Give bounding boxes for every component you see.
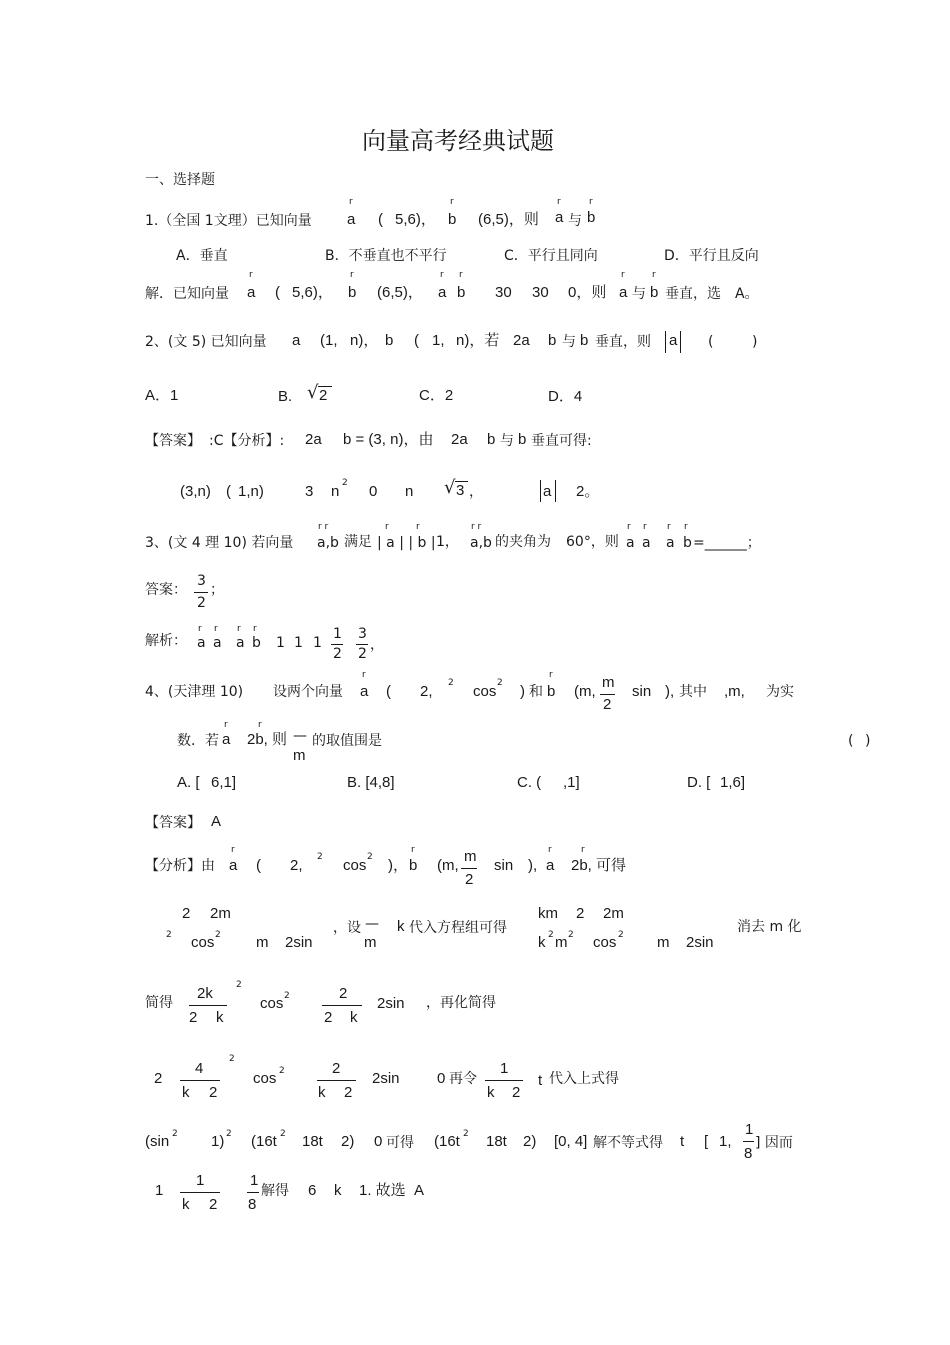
q4-system: 2m [210, 905, 231, 922]
q4-system: 2 [182, 905, 191, 922]
fraction-denominator: 2 [209, 1084, 218, 1101]
fraction-denominator: 8 [744, 1145, 753, 1162]
q4-system: 2 [576, 905, 585, 922]
fraction-numerator: 2 [332, 1060, 341, 1077]
q2-option-b-value: 2 [319, 387, 328, 404]
vector-arrow: r [214, 624, 218, 634]
sqrt-sign: √ [307, 382, 319, 403]
q1-solution: a [438, 284, 447, 301]
fraction-denominator: 2 [344, 1084, 353, 1101]
q4-analysis: 2b, 可得 [571, 857, 627, 874]
q3-analysis: 1 [313, 635, 322, 651]
vector-arrow: r [249, 270, 253, 280]
q4-text: ( [386, 683, 391, 700]
q4-simplify: 18t [302, 1133, 323, 1150]
q3-analysis: a [236, 635, 245, 651]
q1-text: 1.（全国 1文理）已知向量 [145, 213, 312, 229]
q2-answer: b [487, 431, 496, 448]
section-heading: 一、选择题 [145, 172, 215, 188]
q2-calc: n [331, 483, 340, 500]
q4-system: 2sin [686, 934, 714, 951]
q4-simplify: ] 因而 [755, 1135, 793, 1151]
q4-simplify: 18t [486, 1133, 507, 1150]
q4-text: b [547, 683, 556, 700]
q2-text: n)，若 [456, 332, 500, 349]
fraction-denominator: k [318, 1084, 326, 1101]
fraction-numerator: 1 [196, 1172, 205, 1189]
q1-solution: 5,6)， [292, 284, 333, 301]
q4-system: 消去 m 化 [737, 919, 802, 935]
vector-arrow: r [557, 197, 561, 207]
q3-text: 1， [436, 534, 459, 550]
q3-analysis-label: 解析： [145, 633, 187, 649]
q4-system: k [538, 934, 546, 951]
vector-arrow: r [627, 522, 631, 532]
q1-text: ( [378, 211, 383, 228]
q3-text: a [666, 535, 675, 551]
q4-simplify: (sin [145, 1133, 170, 1150]
q4-simplify: 2 [279, 1066, 285, 1076]
vector-arrow: r [450, 197, 454, 207]
q4-simplify: 2sin [377, 995, 405, 1012]
q4-analysis: (m, [437, 857, 459, 874]
fraction-denominator: 2 [209, 1196, 218, 1213]
q4-option-b: B. [4,8] [347, 774, 395, 791]
q4-text: 2 [448, 678, 454, 688]
q4-simplify: 解得 [261, 1183, 289, 1199]
q4-option-a: 6,1] [211, 774, 237, 791]
q2-calc: ， [469, 484, 483, 500]
q2-answer: 2a [451, 431, 468, 448]
q1-text: 与 [568, 213, 582, 229]
q1-solution: A。 [735, 286, 759, 302]
q4-system: 代入方程组可得 [409, 920, 507, 936]
q4-simplify: 2 [280, 1129, 286, 1139]
q4-simplify: 2 [284, 991, 290, 1001]
q2-text: ) [752, 334, 758, 350]
q4-simplify: 代入上式得 [549, 1071, 619, 1087]
q4-answer: A [211, 813, 222, 830]
q4-simplify: 2 [172, 1129, 178, 1139]
vector-arrow: r [581, 845, 585, 855]
q4-text: (m, [574, 683, 596, 700]
q4-system: m [657, 934, 670, 951]
q2-answer: :C【分析】: [209, 433, 285, 449]
q2-option-b: B. [278, 388, 293, 405]
q4-system: 2 [166, 930, 172, 940]
q4-system: — [365, 916, 379, 932]
vector-arrow: r r [471, 522, 482, 532]
q2-calc: 2。 [576, 483, 600, 500]
fraction-numerator: m [464, 848, 477, 865]
q4-simplify: 2 [154, 1070, 163, 1087]
q4-system: 2 [568, 930, 574, 940]
q4-analysis: cos [343, 857, 367, 874]
q2-text: ( [414, 332, 419, 349]
q3-text: =______； [693, 535, 761, 551]
q2-option-a: A．1 [145, 387, 179, 404]
fraction-denominator: 2 [512, 1084, 521, 1101]
q4-text: cos [473, 683, 497, 700]
q1-solution: a [619, 284, 628, 301]
vector-arrow: r [684, 522, 688, 532]
q4-text: 2, [420, 683, 433, 700]
q2-answer: b = (3, n)，由 [343, 431, 434, 448]
vector-arrow: r [258, 720, 262, 730]
q3-text: b [683, 535, 692, 551]
q2-text: a [292, 332, 301, 349]
q2-calc: 3 [456, 482, 465, 499]
q2-answer-label: 【答案】 [145, 433, 201, 449]
q2-text: b [385, 332, 394, 349]
q3-analysis: b [252, 635, 261, 651]
q4-simplify: 再令 [449, 1071, 477, 1087]
q3-analysis: a [197, 635, 206, 651]
q4-simplify: 2 [463, 1129, 469, 1139]
q4-text: 2 [497, 678, 503, 688]
q4-simplify: 2 [236, 980, 242, 990]
fraction-numerator: m [602, 674, 615, 691]
q1-solution: 0，则 [568, 284, 607, 301]
abs-bar [555, 480, 556, 502]
q4-simplify: 0 [374, 1133, 383, 1150]
vector-arrow: r [253, 624, 257, 634]
q4-text: ) [520, 683, 525, 700]
q4-text: ), [665, 683, 675, 700]
abs-bar [540, 480, 541, 502]
q3-text: 满足 [344, 534, 372, 550]
fraction-denominator: 2 [197, 595, 206, 611]
q4-simplify: cos [253, 1070, 277, 1087]
fraction-denominator: k [182, 1196, 190, 1213]
fraction-numerator: 2k [197, 985, 213, 1002]
sqrt-sign: √ [444, 477, 456, 498]
q2-option-c: C．2 [419, 387, 454, 404]
q1-option-d: D．平行且反向 [664, 248, 759, 264]
q2-text: b [548, 332, 557, 349]
q3-text: a,b [317, 535, 339, 551]
q4-text: a [360, 683, 369, 700]
q4-simplify: A [414, 1182, 425, 1199]
fraction-numerator: 3 [358, 626, 367, 642]
q4-simplify: 解不等式得 [593, 1135, 663, 1151]
q2-calc: 3 [305, 483, 314, 500]
q1-solution: b [457, 284, 466, 301]
fraction-bar [247, 1192, 259, 1193]
fraction-numerator: 1 [500, 1060, 509, 1077]
q4-simplify: 2 [226, 1129, 232, 1139]
q1-solution: 与 [632, 286, 646, 302]
fraction-denominator: 2 [465, 871, 474, 888]
fraction-bar [194, 592, 208, 593]
vector-arrow: r [231, 845, 235, 855]
q4-simplify: t [538, 1072, 543, 1089]
q4-simplify: 2 [229, 1054, 235, 1064]
fraction-numerator: 1 [333, 626, 342, 642]
q4-analysis: ( [256, 857, 261, 874]
vector-arrow: r [385, 522, 389, 532]
q4-text: 数．若 [177, 733, 219, 749]
fraction-bar [189, 1005, 227, 1006]
fraction-bar [180, 1192, 220, 1193]
q4-system: 2sin [285, 934, 313, 951]
q2-calc: 0 [369, 483, 378, 500]
q4-option-c: C. ( [517, 774, 542, 791]
q4-text: 设两个向量 [273, 684, 343, 700]
q3-analysis: 1 [294, 635, 303, 651]
q4-text: — [293, 728, 307, 744]
q4-analysis: 2 [367, 852, 373, 862]
q4-option-c: ,1] [563, 774, 580, 791]
q4-system: m [555, 934, 568, 951]
q2-text: b [580, 332, 589, 349]
vector-arrow: r [652, 270, 656, 280]
q4-system: m [364, 934, 377, 951]
q1-solution: ( [275, 284, 280, 301]
fraction-numerator: 4 [195, 1060, 204, 1077]
fraction-denominator: 2 [603, 696, 612, 713]
q4-analysis: sin [494, 857, 514, 874]
q2-text: 1, [432, 332, 445, 349]
vector-arrow: r [237, 624, 241, 634]
q1-text: b [448, 211, 457, 228]
q3-text: 3、(文 4 理 10) 若向量 [145, 535, 294, 551]
fraction-denominator: 2 [189, 1009, 198, 1026]
q4-simplify: (16t [251, 1133, 277, 1150]
q4-analysis: 2, [290, 857, 303, 874]
q4-system: m [256, 934, 269, 951]
fraction-numerator: 1 [745, 1121, 754, 1138]
q1-text: (6,5)，则 [478, 211, 539, 228]
q1-solution: 解．已知向量 [145, 286, 229, 302]
q4-system: cos [191, 934, 215, 951]
vector-arrow: r [349, 197, 353, 207]
q4-simplify: 6 [308, 1182, 317, 1199]
vector-arrow: r [440, 270, 444, 280]
vector-arrow: r [350, 270, 354, 280]
q1-solution: 30 [532, 284, 549, 301]
q4-simplify: 简得 [145, 995, 173, 1011]
q2-calc: 2 [342, 478, 348, 488]
q4-analysis: a [546, 857, 555, 874]
q4-simplify: ，再化简得 [426, 995, 496, 1011]
page-title: 向量高考经典试题 [362, 127, 554, 155]
vector-arrow: r [548, 845, 552, 855]
q1-option-b: B．不垂直也不平行 [325, 248, 447, 264]
q4-analysis: b [409, 857, 418, 874]
q4-text: 4、(天津理 10) [145, 684, 244, 700]
q4-analysis: 2 [317, 852, 323, 862]
fraction-denominator: k [216, 1009, 224, 1026]
fraction-numerator: 2 [339, 985, 348, 1002]
q1-option-a: A．垂直 [176, 248, 228, 264]
fraction-denominator: k [182, 1084, 190, 1101]
q2-text: 垂直，则 [595, 334, 651, 350]
vector-arrow: r [362, 670, 366, 680]
q2-calc: n [405, 483, 414, 500]
fraction-denominator: 2 [333, 646, 342, 662]
q3-answer: ； [210, 582, 224, 598]
q2-text: 与 [562, 334, 576, 350]
fraction-bar [743, 1141, 754, 1142]
abs-bar [665, 331, 666, 353]
vector-arrow: r [224, 720, 228, 730]
abs-bar [680, 331, 681, 353]
fraction-bar [485, 1080, 523, 1081]
q4-simplify: k [334, 1182, 342, 1199]
q4-analysis: ), [528, 857, 538, 874]
fraction-bar [180, 1080, 220, 1081]
q1-solution: b [348, 284, 357, 301]
vector-arrow: r [549, 670, 553, 680]
fraction-bar [600, 694, 615, 695]
q4-simplify: t [680, 1133, 685, 1150]
q4-simplify: 2sin [372, 1070, 400, 1087]
vector-arrow: r [621, 270, 625, 280]
q4-system: ，设 [333, 920, 361, 936]
q4-simplify: [ [704, 1133, 709, 1150]
q4-simplify: 2) [523, 1133, 537, 1150]
q4-simplify: cos [260, 995, 284, 1012]
q4-system: km [538, 905, 558, 922]
q4-analysis: )， [388, 857, 408, 874]
q2-calc: (3,n) [180, 483, 211, 500]
q4-text: 2b, 则 [247, 731, 288, 748]
q1-solution: b [650, 284, 659, 301]
vector-arrow: r [589, 197, 593, 207]
q2-calc: ( [226, 483, 231, 500]
q4-text: 的取值围是 [312, 733, 382, 749]
q2-answer: 2a [305, 431, 322, 448]
fraction-numerator: 3 [197, 573, 206, 589]
vector-arrow: r [667, 522, 671, 532]
q2-text: a [669, 332, 678, 349]
q4-simplify: 1, [719, 1133, 732, 1150]
q4-simplify: 1) [211, 1133, 225, 1150]
vector-arrow: r r [318, 522, 329, 532]
q1-solution: a [247, 284, 256, 301]
q2-calc: a [543, 483, 552, 500]
q4-text: ,m, [724, 683, 745, 700]
q4-text: ) [865, 733, 871, 749]
q1-text: b [587, 209, 596, 226]
q2-text: ( [708, 334, 714, 350]
q2-answer: 与 [500, 433, 514, 449]
q2-answer: 垂直可得: [531, 433, 592, 449]
q4-system: k [397, 918, 405, 935]
q2-text: 2a [513, 332, 530, 349]
q3-text: a [626, 535, 635, 551]
q4-text: m [293, 747, 306, 764]
q4-option-a: A. [ [177, 774, 200, 791]
q2-text: 2、(文 5) 已知向量 [145, 334, 267, 350]
q4-answer-label: 【答案】 [145, 815, 201, 831]
q2-answer: b [518, 431, 527, 448]
q4-system: 2m [603, 905, 624, 922]
q1-solution: (6,5)， [377, 284, 423, 301]
q4-simplify: (16t [434, 1133, 460, 1150]
q4-option-d: 1,6] [720, 774, 746, 791]
fraction-denominator: k [350, 1009, 358, 1026]
q3-text: 60°，则 [566, 534, 619, 550]
q1-solution: 垂直，选 [665, 286, 721, 302]
q2-text: (1, [320, 332, 338, 349]
q3-analysis: a [213, 635, 222, 651]
q4-text: 和 [529, 684, 543, 700]
fraction-bar [317, 1080, 356, 1081]
q1-text: a [555, 209, 564, 226]
vector-arrow: r [643, 522, 647, 532]
vector-arrow: r [416, 522, 420, 532]
fraction-bar [322, 1005, 362, 1006]
q3-text: a [642, 535, 651, 551]
q4-simplify: 1. 故选 [359, 1182, 406, 1199]
q1-text: a [347, 211, 356, 228]
q4-system: 2 [215, 930, 221, 940]
fraction-denominator: 2 [324, 1009, 333, 1026]
q4-simplify: 可得 [386, 1135, 414, 1151]
q4-simplify: 1 [155, 1182, 164, 1199]
q4-analysis: 【分析】由 [145, 858, 215, 874]
q1-option-c: C．平行且同向 [504, 248, 598, 264]
q4-system: cos [593, 934, 617, 951]
vector-arrow: r [459, 270, 463, 280]
q4-text: ( [848, 733, 854, 749]
fraction-numerator: 1 [250, 1172, 259, 1189]
vector-arrow: r [411, 845, 415, 855]
fraction-denominator: 8 [248, 1196, 257, 1213]
vector-arrow: r [198, 624, 202, 634]
q2-option-d: D．4 [548, 388, 583, 405]
q2-calc: 1,n) [238, 483, 264, 500]
q3-analysis: 1 [276, 635, 285, 651]
q4-text: sin [632, 683, 652, 700]
fraction-denominator: 2 [358, 646, 367, 662]
q3-text: 的夹角为 [495, 534, 551, 550]
q2-text: n)， [350, 332, 379, 349]
q4-system: 2 [548, 930, 554, 940]
fraction-bar [461, 868, 477, 869]
q4-simplify: [0, 4] [554, 1133, 588, 1150]
q4-simplify: 0 [437, 1070, 446, 1087]
q3-text: a,b [470, 535, 492, 551]
q4-simplify: 2) [341, 1133, 355, 1150]
q4-option-d: D. [ [687, 774, 711, 791]
q4-analysis: a [229, 857, 238, 874]
q4-text: 其中 [679, 684, 707, 700]
q4-system: 2 [618, 930, 624, 940]
q4-text: 为实 [766, 684, 794, 700]
q3-text: | a | | b | [377, 535, 436, 551]
q1-solution: 30 [495, 284, 512, 301]
q4-text: a [222, 731, 231, 748]
q1-text: 5,6)， [395, 211, 436, 228]
q3-answer-label: 答案： [145, 582, 187, 598]
fraction-denominator: k [487, 1084, 495, 1101]
q3-analysis: ， [370, 637, 384, 653]
